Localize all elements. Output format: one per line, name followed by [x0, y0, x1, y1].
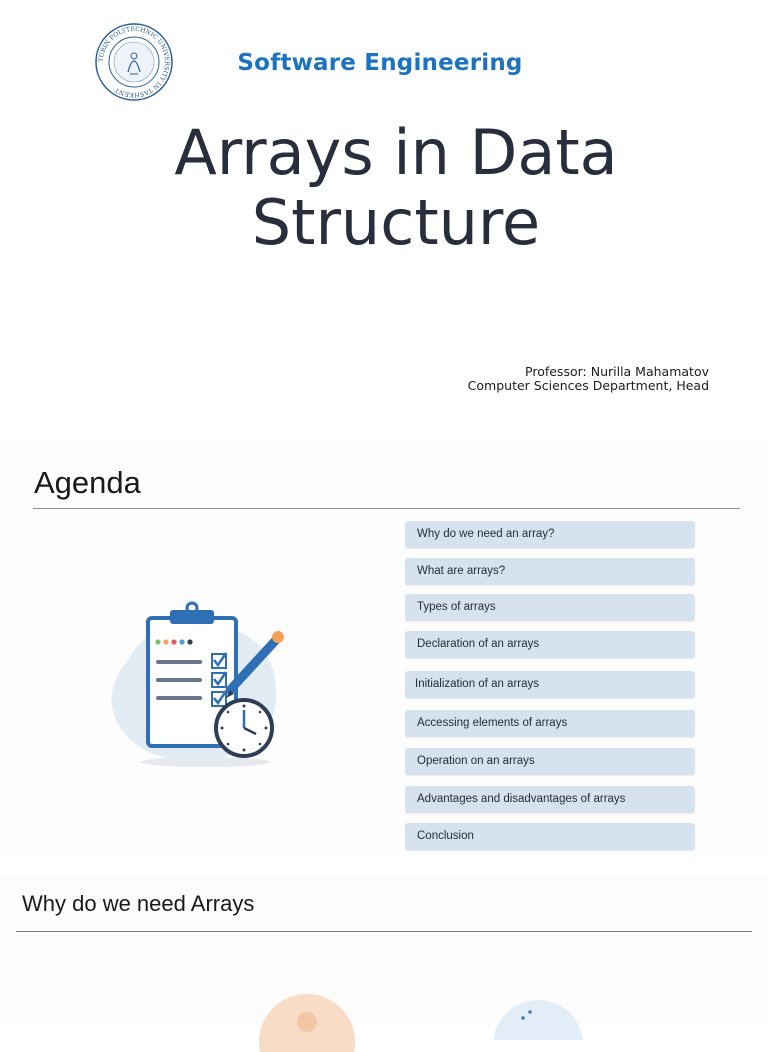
agenda-item: Conclusion — [405, 823, 695, 850]
presentation-title — [90, 118, 702, 258]
title-line-2: Structure — [251, 186, 541, 259]
agenda-item: Advantages and disadvantages of arrays — [405, 786, 695, 813]
agenda-item: Why do we need an array? — [405, 521, 695, 548]
decorative-shape-orange — [255, 992, 360, 1052]
heading-divider — [33, 508, 740, 509]
agenda-item: Operation on an arrays — [405, 748, 695, 775]
professor-name: Professor: Nurilla Mahamatov — [525, 364, 709, 379]
course-subject: Software Engineering — [237, 50, 523, 76]
presenter-info — [468, 365, 709, 393]
agenda-item: Initialization of an arrays — [405, 671, 695, 698]
agenda-heading: Agenda — [34, 465, 141, 500]
title-slide — [0, 0, 768, 445]
agenda-item: Accessing elements of arrays — [405, 710, 695, 737]
title-line-1: Arrays in Data — [174, 116, 618, 189]
why-arrays-heading: Why do we need Arrays — [22, 891, 255, 916]
why-arrays-slide — [0, 875, 768, 1024]
agenda-item: Types of arrays — [405, 594, 695, 621]
department-title: Computer Sciences Department, Head — [467, 378, 709, 393]
checklist-illustration — [108, 600, 293, 775]
decorative-shape-blue — [483, 1000, 593, 1040]
university-logo — [94, 22, 174, 102]
agenda-item: What are arrays? — [405, 558, 695, 585]
agenda-slide — [0, 445, 768, 855]
heading-divider — [16, 931, 752, 932]
agenda-item: Declaration of an arrays — [405, 631, 695, 658]
svg-text:TURIN POLYTECHNIC UNIVERSITY I: TURIN POLYTECHNIC UNIVERSITY IN TASHKENT — [97, 25, 171, 99]
